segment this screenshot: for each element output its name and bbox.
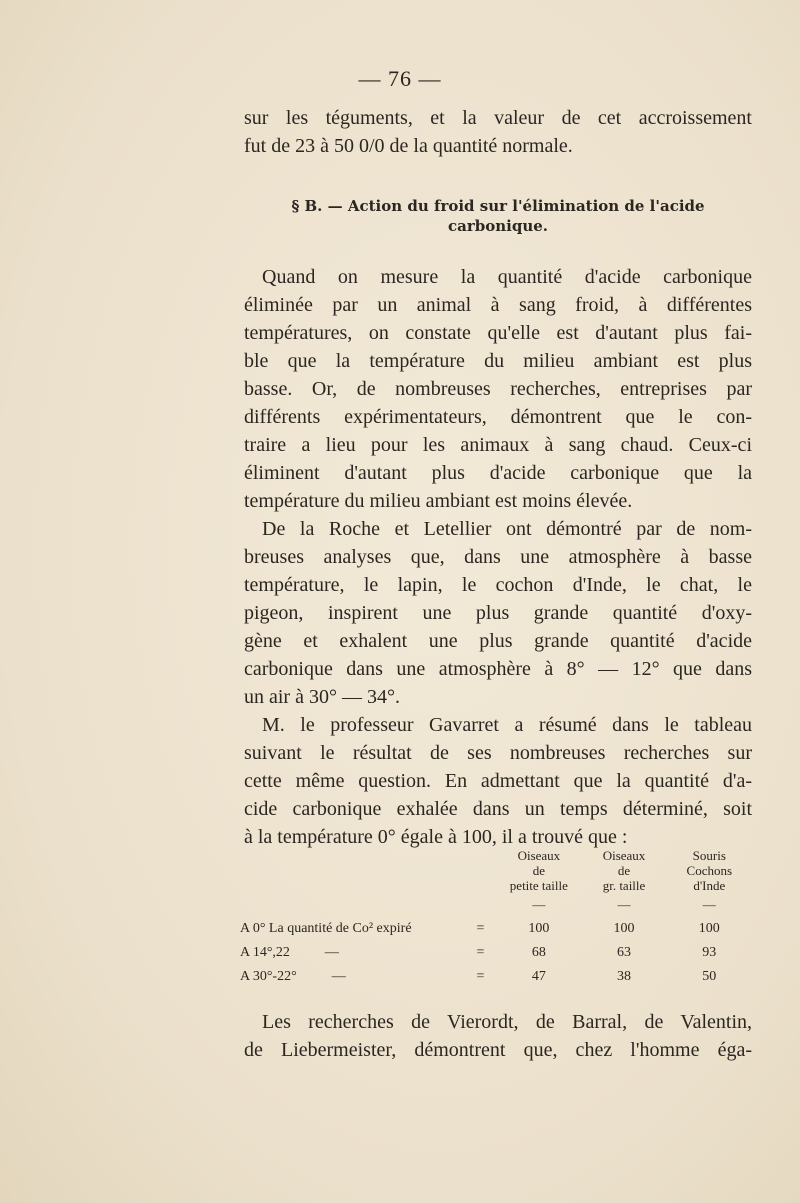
text-line: De la Roche et Letellier ont démontré par de nom-	[262, 518, 752, 540]
equals-sign: =	[476, 921, 485, 936]
text-line: breuses analyses que, dans une atmosphère à basse	[244, 546, 752, 568]
equals-sign: =	[476, 945, 485, 960]
results-table	[240, 848, 752, 989]
table-cell: 100	[528, 921, 550, 936]
column-header: Oiseaux de gr. taille	[602, 848, 646, 893]
header-dash: —	[702, 897, 716, 912]
text-line: M. le professeur Gavarret a résumé dans le tableau	[262, 714, 752, 736]
section-heading-line: carbonique.	[447, 217, 548, 235]
row-label: A 30°-22° —	[240, 969, 346, 984]
text-line: pigeon, inspirent une plus grande quantité d'oxy-	[244, 602, 752, 624]
text-line: température du milieu ambiant est moins élevée.	[244, 490, 633, 512]
text-line: Les recherches de Vierordt, de Barral, de Valentin,	[262, 1011, 752, 1033]
table-cell: 47	[531, 969, 546, 984]
text-line: cide carbonique exhalée dans un temps déterminé, soit	[244, 798, 752, 820]
table-cell: 100	[698, 921, 720, 936]
text-line: à la température 0° égale à 100, il a trouvé que :	[244, 826, 628, 848]
row-label: A 0° La quantité de Co² expiré	[240, 921, 412, 936]
table-row	[240, 917, 752, 941]
text-line: carbonique dans une atmosphère à 8° — 12° que dans	[244, 658, 752, 680]
table-row	[240, 965, 752, 989]
text-line: un air à 30° — 34°.	[244, 686, 400, 708]
paragraph-1	[244, 263, 752, 851]
paragraph-0	[244, 104, 752, 160]
text-line: éliminent d'autant plus d'acide carbonique que la	[244, 462, 752, 484]
text-line: fut de 23 à 50 0/0 de la quantité normale.	[244, 135, 573, 157]
table-cell: 68	[531, 945, 546, 960]
text-line: cette même question. En admettant que la quantité d'a-	[244, 770, 752, 792]
text-line: traire a lieu pour les animaux à sang chaud. Ceux-ci	[244, 434, 752, 456]
table-cell: 63	[617, 945, 631, 960]
column-header: Souris Cochons d'Inde	[686, 848, 733, 893]
paragraph-4	[244, 1008, 752, 1064]
text-line: différents expérimentateurs, démontrent que le con-	[244, 406, 752, 428]
table-cell: 93	[702, 945, 717, 960]
header-dash: —	[532, 897, 546, 912]
text-line: températures, on constate qu'elle est d'autant plus fai-	[244, 322, 752, 344]
text-line: Quand on mesure la quantité d'acide carbonique	[262, 266, 752, 288]
table-row	[240, 941, 752, 965]
text-line: sur les téguments, et la valeur de cet accroissement	[244, 107, 752, 129]
text-line: de Liebermeister, démontrent que, chez l'homme éga-	[244, 1039, 752, 1061]
table-cell: 38	[617, 969, 631, 984]
text-line: suivant le résultat de ses nombreuses recherches sur	[244, 742, 752, 764]
text-line: éliminée par un animal à sang froid, à différentes	[244, 294, 752, 316]
text-line: basse. Or, de nombreuses recherches, entreprises par	[244, 378, 752, 400]
column-header: Oiseaux de petite taille	[509, 848, 568, 893]
text-line: gène et exhalent une plus grande quantité d'acide	[244, 630, 752, 652]
header-dash: —	[617, 897, 631, 912]
text-line: température, le lapin, le cochon d'Inde, le chat, le	[244, 574, 752, 596]
section-heading-line: § B. — Action du froid sur l'élimination de l'acide	[291, 197, 705, 215]
page-number: — 76 —	[358, 66, 442, 91]
row-label: A 14°,22 —	[240, 945, 339, 960]
table-cell: 50	[702, 969, 717, 984]
table-cell: 100	[613, 921, 635, 936]
equals-sign: =	[476, 969, 485, 984]
text-line: ble que la température du milieu ambiant est plus	[244, 350, 752, 372]
section-heading	[244, 196, 752, 236]
